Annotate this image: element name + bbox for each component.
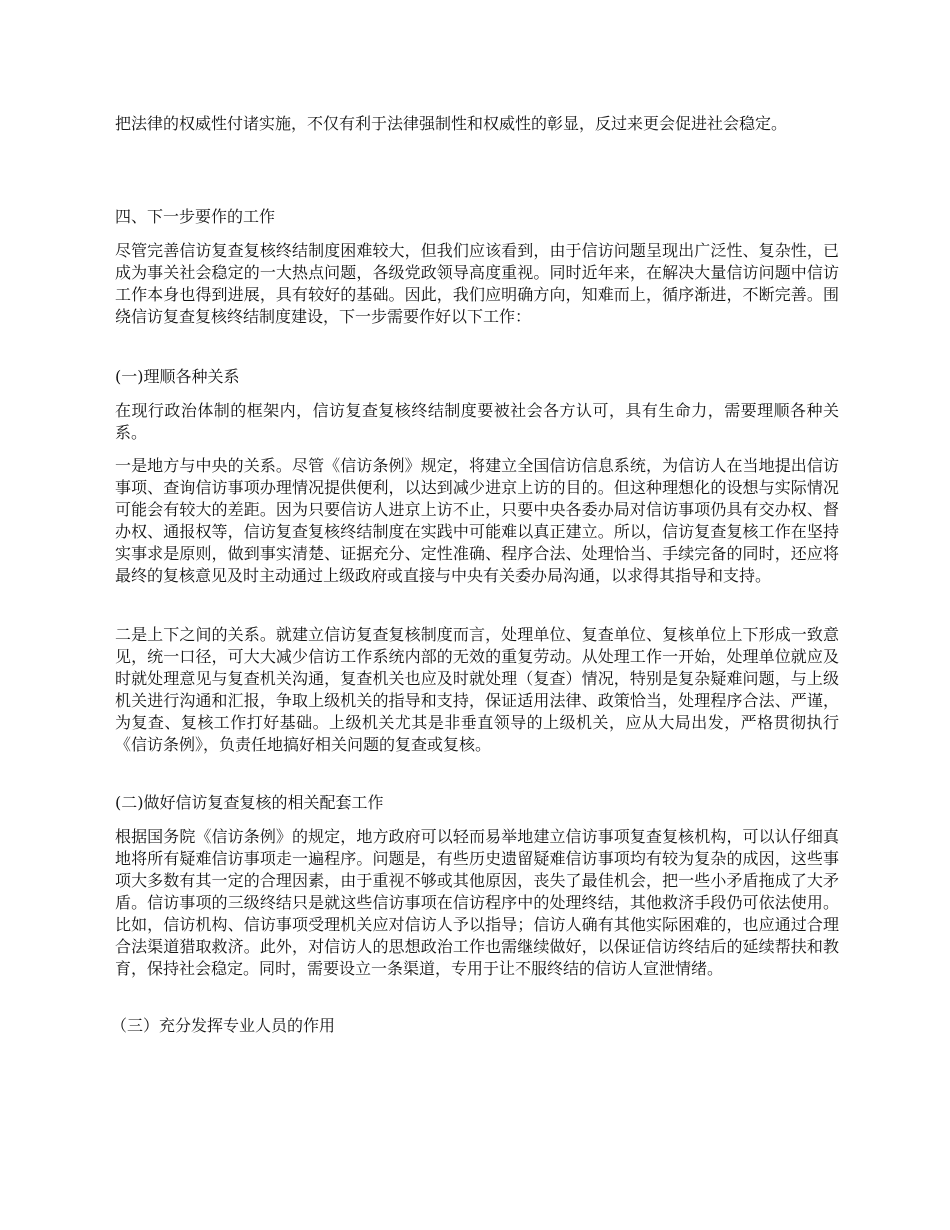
- subsection-1-intro-paragraph: 在现行政治体制的框架内，信访复查复核终结制度要被社会各方认可，具有生命力，需要理顺各种关系。: [115, 401, 839, 442]
- subsection-heading-3: （三）充分发挥专业人员的作用: [111, 1016, 336, 1035]
- subsection-heading-2: (二)做好信访复查复核的相关配套工作: [115, 793, 384, 812]
- subsection-1-paragraph-1: 一是地方与中央的关系。尽管《信访条例》规定，将建立全国信访信息系统，为信访人在当地提出信访事项、查询信访事项办理情况提供便利，以达到减少进京上访的目的。但这种理想化的设想与实际情况可能会有较大的差距。因为只要信访人进京上访不止，只要中央各委办局对信访事项仍具有交办权、督办权、通报权等，信访复查复核终结制度在实践中可能难以真正建立。所以，信访复查复核工作在坚持实事求是原则，做到事实清楚、证据充分、定性准确、程序合法、处理恰当、手续完备的同时，还应将最终的复核意见及时主动通过上级政府或直接与中央有关委办局沟通，以求得其指导和支持。: [115, 456, 839, 585]
- subsection-1-paragraph-2: 二是上下之间的关系。就建立信访复查复核制度而言，处理单位、复查单位、复核单位上下形成一致意见，统一口径，可大大减少信访工作系统内部的无效的重复劳动。从处理工作一开始，处理单位就应及时就处理意见与复查机关沟通，复查机关也应及时就处理（复查）情况，特别是复杂疑难问题，与上级机关进行沟通和汇报，争取上级机关的指导和支持，保证适用法律、政策恰当，处理程序合法、严谨，为复查、复核工作打好基础。上级机关尤其是非垂直领导的上级机关，应从大局出发，严格贯彻执行《信访条例》，负责任地搞好相关问题的复查或复核。: [115, 625, 839, 754]
- section-heading: 四、下一步要作的工作: [115, 207, 276, 226]
- section-intro-paragraph: 尽管完善信访复查复核终结制度困难较大，但我们应该看到，由于信访问题呈现出广泛性、复杂性，已成为事关社会稳定的一大热点问题，各级党政领导高度重视。同时近年来，在解决大量信访问题中信访工作本身也得到进展，具有较好的基础。因此，我们应明确方向，知难而上，循序渐进，不断完善。围绕信访复查复核终结制度建设，下一步需要作好以下工作：: [115, 241, 839, 326]
- subsection-2-paragraph-1: 根据国务院《信访条例》的规定，地方政府可以轻而易举地建立信访事项复查复核机构，可以认仔细真地将所有疑难信访事项走一遍程序。问题是，有些历史遗留疑难信访事项均有较为复杂的成因，这些事项大多数有其一定的合理因素，由于重视不够或其他原因，丧失了最佳机会，把一些小矛盾拖成了大矛盾。信访事项的三级终结只是就这些信访事项在信访程序中的处理终结，其他救济手段仍可依法使用。比如，信访机构、信访事项受理机关应对信访人予以指导；信访人确有其他实际困难的，也应通过合理合法渠道猎取救济。此外，对信访人的思想政治工作也需继续做好，以保证信访终结后的延续帮扶和教育，保持社会稳定。同时，需要设立一条渠道，专用于让不服终结的信访人宣泄情绪。: [115, 827, 839, 978]
- intro-paragraph: 把法律的权威性付诸实施，不仅有利于法律强制性和权威性的彰显，反过来更会促进社会稳定。: [115, 114, 788, 133]
- subsection-heading-1: (一)理顺各种关系: [115, 367, 240, 386]
